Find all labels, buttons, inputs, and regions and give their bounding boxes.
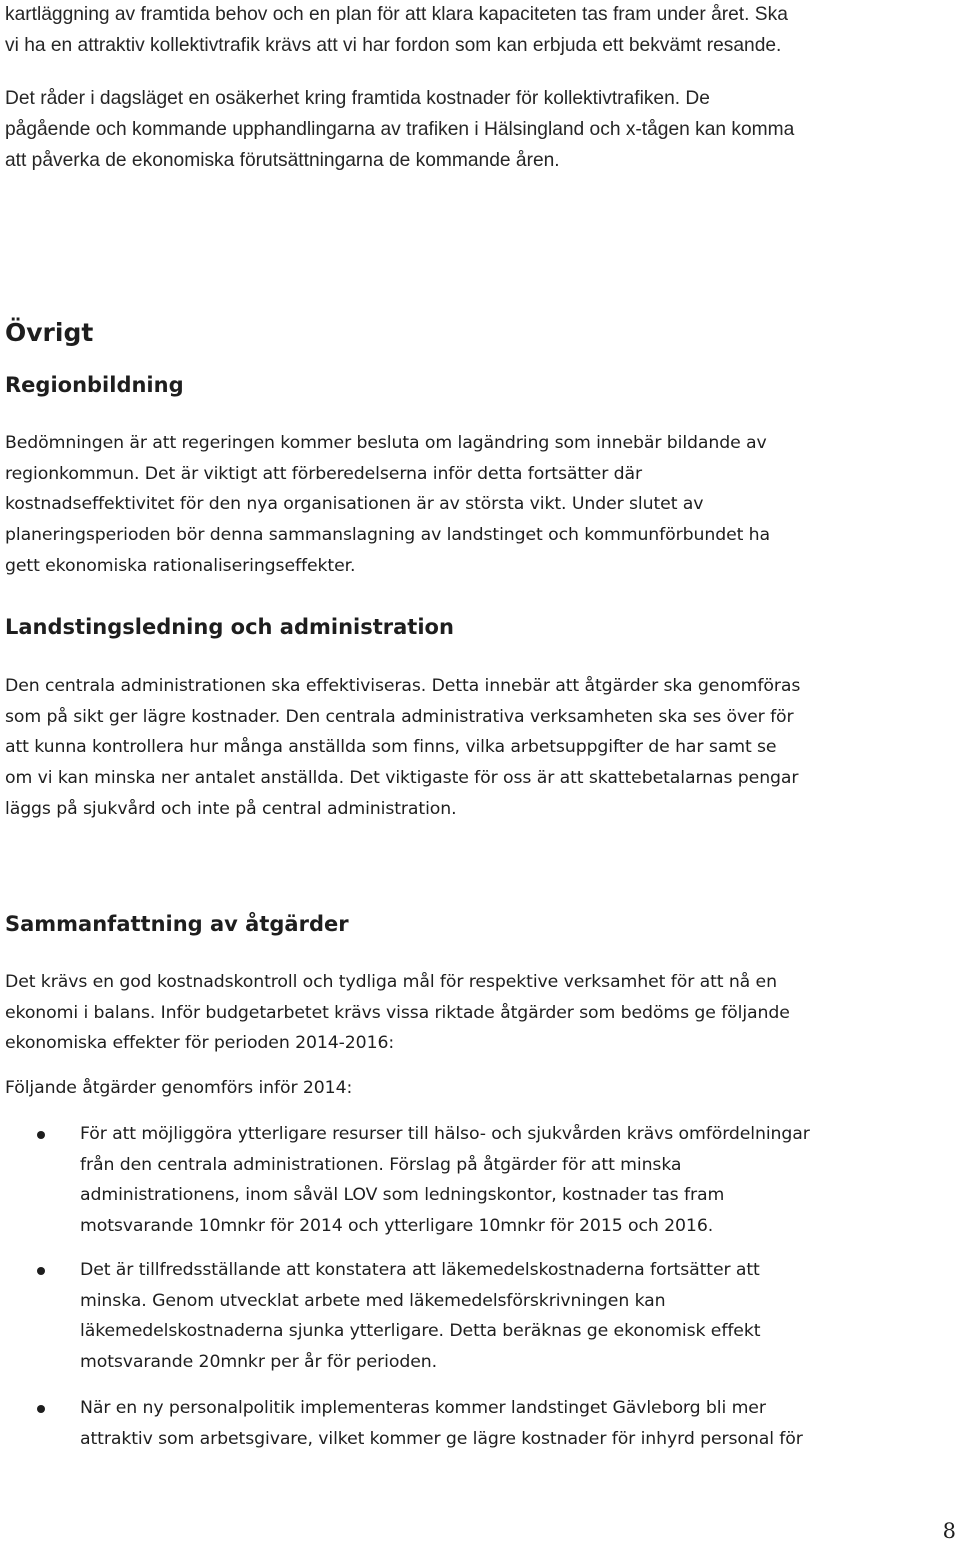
paragraph-line: Det krävs en god kostnadskontroll och tydliga mål för respektive verksamhet för att nå en: [5, 972, 777, 992]
paragraph-line: administrationens, inom såväl LOV som ledningskontor, kostnader tas fram: [80, 1185, 725, 1206]
paragraph-line: kartläggning av framtida behov och en plan för att klara kapaciteten tas fram under året. Ska: [5, 4, 788, 25]
paragraph-line: Den centrala administrationen ska effektiviseras. Detta innebär att åtgärder ska genomföras: [5, 676, 801, 696]
paragraph-line: gett ekonomiska rationaliseringseffekter.: [5, 555, 356, 576]
heading-ovrigt: Övrigt: [5, 318, 94, 347]
paragraph-line: Följande åtgärder genomförs inför 2014:: [5, 1078, 353, 1098]
bullet-icon: [37, 1267, 45, 1275]
paragraph-line: Det är tillfredsställande att konstatera att läkemedelskostnaderna fortsätter att: [80, 1260, 760, 1280]
heading-sammanfattning: Sammanfattning av åtgärder: [5, 912, 349, 936]
paragraph-line: Bedömningen är att regeringen kommer besluta om lagändring som innebär bildande av: [5, 433, 767, 453]
bullet-text: [80, 1255, 760, 1378]
paragraph-line: ekonomi i balans. Inför budgetarbetet krävs vissa riktade åtgärder som bedöms ge följande: [5, 1002, 790, 1023]
bullet-icon: [37, 1405, 45, 1413]
bullet-text: [80, 1393, 803, 1454]
bullet-text: [80, 1119, 810, 1242]
paragraph-line: vi ha en attraktiv kollektivtrafik krävs att vi har fordon som kan erbjuda ett bekvämt resande.: [5, 35, 782, 56]
paragraph-line: regionkommun. Det är viktigt att förberedelserna inför detta fortsätter där: [5, 463, 642, 484]
paragraph-line: kostnadseffektivitet för den nya organisationen är av största vikt. Under slutet av: [5, 494, 704, 515]
paragraph-line: om vi kan minska ner antalet anställda. Det viktigaste för oss är att skattebetalarnas pengar: [5, 768, 799, 789]
paragraph-line: minska. Genom utvecklat arbete med läkemedelsförskrivningen kan: [80, 1290, 666, 1311]
paragraph-line: motsvarande 20mnkr per år för perioden.: [80, 1352, 437, 1373]
page-number: 8: [942, 1519, 956, 1543]
paragraph-line: För att möjliggöra ytterligare resurser till hälso- och sjukvården krävs omfördelningar: [80, 1124, 810, 1144]
paragraph-line: När en ny personalpolitik implementeras kommer landstinget Gävleborg bli mer: [80, 1398, 766, 1418]
regionbildning-paragraph: [5, 428, 770, 582]
paragraph-line: läkemedelskostnaderna sjunka ytterligare. Detta beräknas ge ekonomisk effekt: [80, 1321, 761, 1342]
paragraph-line: från den centrala administrationen. Förslag på åtgärder för att minska: [80, 1154, 682, 1175]
paragraph-line: motsvarande 10mnkr för 2014 och ytterligare 10mnkr för 2015 och 2016.: [80, 1216, 714, 1237]
paragraph-line: attraktiv som arbetsgivare, vilket kommer ge lägre kostnader för inhyrd personal för: [80, 1428, 803, 1449]
paragraph-line: att påverka de ekonomiska förutsättningarna de kommande åren.: [5, 150, 560, 171]
paragraph-line: att kunna kontrollera hur många anställda som finns, vilka arbetsuppgifter de har samt se: [5, 737, 777, 758]
paragraph-line: pågående och kommande upphandlingarna av trafiken i Hälsingland och x-tågen kan komma: [5, 119, 795, 140]
paragraph-line: Det råder i dagsläget en osäkerhet kring framtida kostnader för kollektivtrafiken. De: [5, 88, 710, 109]
paragraph-line: läggs på sjukvård och inte på central administration.: [5, 798, 457, 819]
kollektivtrafik-paragraph: [5, 83, 794, 176]
heading-regionbildning: Regionbildning: [5, 373, 184, 397]
bullet-icon: [37, 1131, 45, 1139]
heading-landstingsledning: Landstingsledning och administration: [5, 615, 454, 639]
atgarder-subheading: [5, 1073, 352, 1104]
sammanfattning-paragraph: [5, 967, 790, 1059]
landstingsledning-paragraph: [5, 671, 800, 825]
paragraph-line: ekonomiska effekter för perioden 2014-2016:: [5, 1033, 395, 1054]
paragraph-line: som på sikt ger lägre kostnader. Den centrala administrativa verksamheten ska ses över för: [5, 706, 794, 727]
paragraph-line: planeringsperioden bör denna sammanslagning av landstinget och kommunförbundet ha: [5, 525, 771, 546]
intro-paragraph: [5, 0, 788, 61]
